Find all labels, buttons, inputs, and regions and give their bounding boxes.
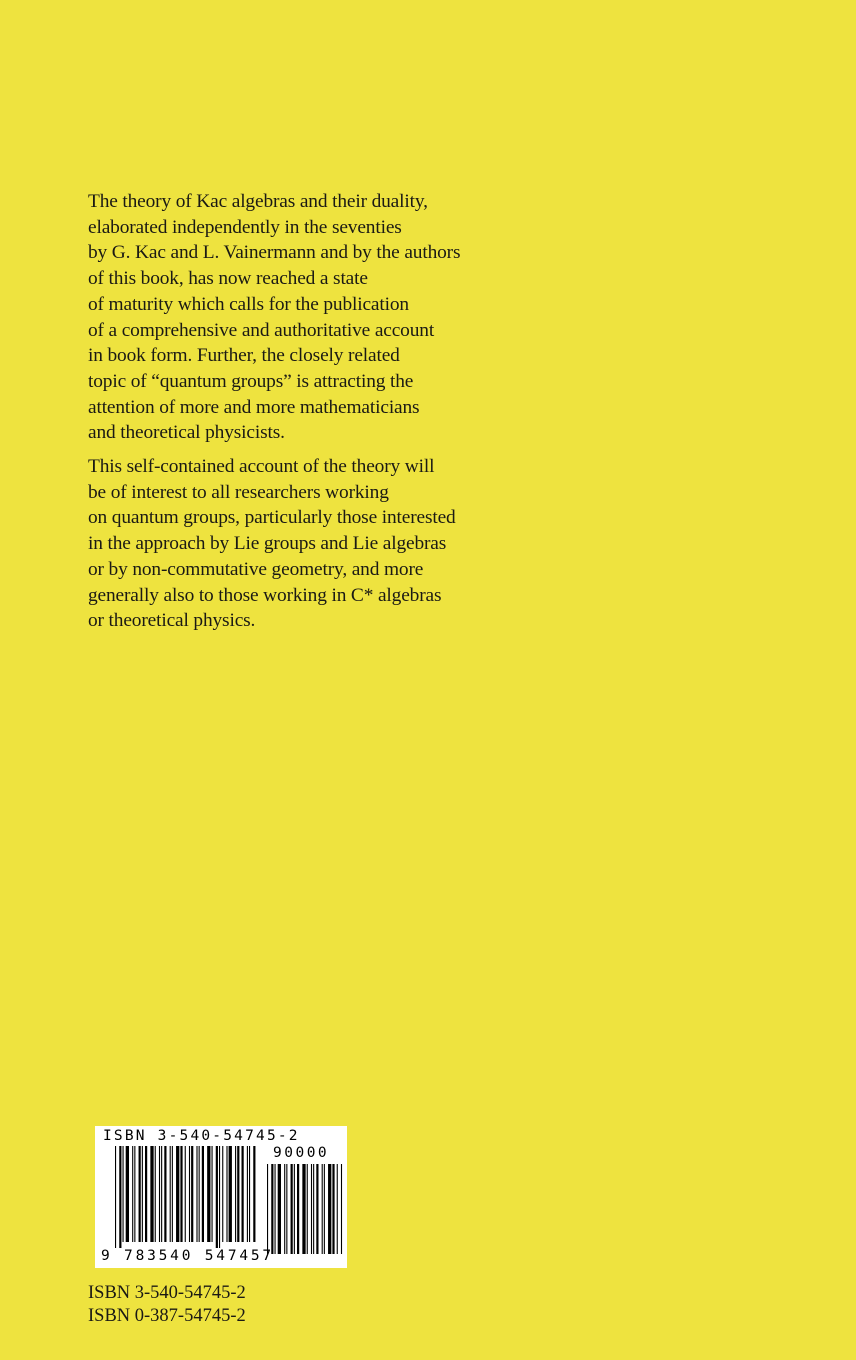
barcode-bar — [199, 1146, 200, 1242]
barcode-bar — [219, 1146, 220, 1248]
barcode-bar — [176, 1146, 179, 1242]
barcode-bar — [341, 1164, 342, 1254]
blurb-line: by G. Kac and L. Vainermann and by the authors — [88, 242, 461, 264]
barcode-bar — [145, 1146, 147, 1242]
barcode-bar — [242, 1146, 244, 1242]
barcode-bar — [202, 1146, 204, 1242]
blurb-line: of this book, has now reached a state — [88, 268, 368, 290]
blurb-line: or theoretical physics. — [88, 610, 256, 632]
barcode-bar — [332, 1164, 334, 1254]
barcode-bar — [322, 1164, 323, 1254]
blurb-line: generally also to those working in C* algebras — [88, 584, 442, 606]
blurb-line: and theoretical physicists. — [88, 422, 285, 444]
blurb-line: topic of “quantum groups” is attracting the — [88, 370, 414, 392]
barcode-bar — [172, 1146, 173, 1242]
isbn-list — [88, 1282, 246, 1328]
barcode-bar — [126, 1146, 129, 1242]
blurb-line: This self-contained account of the theory will — [88, 456, 435, 478]
barcode-bar — [284, 1164, 285, 1254]
barcode-bar — [328, 1164, 331, 1254]
blurb-line: be of interest to all researchers working — [88, 481, 389, 503]
barcode-bar — [294, 1164, 295, 1254]
barcode-bar — [207, 1146, 210, 1242]
barcode-bar — [324, 1164, 325, 1254]
blurb-line: of a comprehensive and authoritative account — [88, 319, 435, 341]
blurb-line: on quantum groups, particularly those interested — [88, 507, 456, 529]
barcode-bar — [170, 1146, 171, 1242]
barcode-bar — [267, 1164, 268, 1254]
blurb-line: in the approach by Lie groups and Lie algebras — [88, 533, 447, 555]
barcode-bar — [311, 1164, 312, 1254]
ean-bars — [115, 1146, 255, 1248]
blurb-line: or by non-commutative geometry, and more — [88, 558, 424, 580]
blurb-line: elaborated independently in the seventies — [88, 216, 402, 238]
barcode-bar — [216, 1146, 218, 1248]
barcode-bar — [212, 1146, 213, 1242]
isbn-line-1: ISBN 3-540-54745-2 — [88, 1283, 246, 1303]
barcode-bar — [302, 1164, 305, 1254]
blurb-line: attention of more and more mathematicians — [88, 396, 420, 418]
blurb-line: The theory of Kac algebras and their duality, — [88, 191, 428, 212]
barcode-bar — [185, 1146, 186, 1242]
barcode-bar — [247, 1146, 248, 1242]
barcode-addon-digits: 90000 — [273, 1145, 330, 1161]
barcode-bar — [155, 1146, 156, 1242]
barcode-bar — [235, 1146, 236, 1242]
blurb-paragraph-1 — [88, 189, 558, 446]
barcode-bar — [291, 1164, 293, 1254]
barcode-bar — [191, 1146, 193, 1242]
barcode-bar — [142, 1146, 143, 1242]
barcode-bar — [150, 1146, 153, 1242]
blurb-line: of maturity which calls for the publication — [88, 293, 409, 315]
barcode-isbn-label: ISBN 3-540-54745-2 — [103, 1128, 300, 1144]
addon-bars — [267, 1164, 342, 1254]
barcode-bar — [139, 1146, 141, 1242]
barcode-bar — [307, 1164, 308, 1254]
barcode-bar — [161, 1146, 162, 1242]
barcode-bar — [123, 1146, 124, 1242]
barcode-ean-digits: 9 783540 547457 — [101, 1248, 274, 1264]
barcode-bar — [115, 1146, 116, 1248]
barcode-bar — [164, 1146, 166, 1242]
barcode-bar — [286, 1164, 287, 1254]
barcode-bar — [134, 1146, 135, 1242]
barcode-bar — [278, 1164, 281, 1254]
barcode-bar — [196, 1146, 197, 1242]
barcode-bar — [297, 1164, 299, 1254]
blurb-paragraph-2 — [88, 454, 558, 634]
blurb-line: in book form. Further, the closely related — [88, 345, 400, 367]
barcode-bar — [249, 1146, 250, 1242]
barcode-bar — [253, 1146, 255, 1242]
barcode-bar — [316, 1164, 318, 1254]
isbn-barcode — [95, 1126, 347, 1268]
barcode-bar — [271, 1164, 273, 1254]
barcode-bar — [313, 1164, 314, 1254]
barcode-bar — [222, 1146, 223, 1242]
cover-blurb — [88, 189, 558, 642]
barcode-bars — [95, 1126, 347, 1268]
barcode-bar — [237, 1146, 239, 1242]
barcode-bar — [229, 1146, 232, 1242]
barcode-bar — [226, 1146, 227, 1242]
barcode-bar — [337, 1164, 338, 1254]
barcode-bar — [119, 1146, 121, 1248]
barcode-bar — [189, 1146, 190, 1242]
barcode-bar — [132, 1146, 133, 1242]
barcode-bar — [275, 1164, 276, 1254]
barcode-bar — [180, 1146, 182, 1242]
isbn-line-2: ISBN 0-387-54745-2 — [88, 1306, 246, 1326]
barcode-bar — [159, 1146, 160, 1242]
